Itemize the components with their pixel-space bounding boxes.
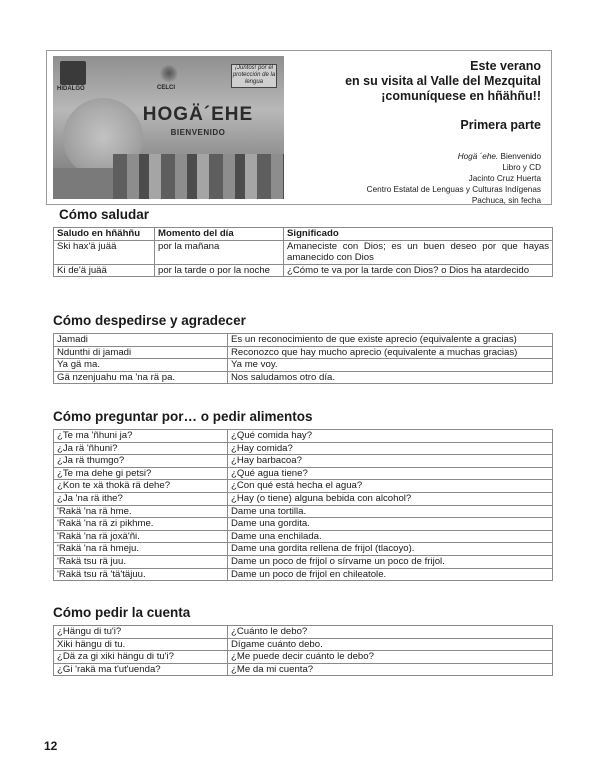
- table-cell: 'Rakä 'na rä hmeju.: [54, 543, 228, 556]
- table-header: Saludo en hñähñu: [54, 228, 155, 241]
- table-cell: Dame una enchilada.: [228, 530, 553, 543]
- table-row: [54, 505, 553, 518]
- table-row: [54, 555, 553, 568]
- reference-title-line: [291, 151, 541, 162]
- table-row: [54, 442, 553, 455]
- table-cell: ¿Me da mi cuenta?: [228, 663, 553, 676]
- table-cell: Jamadi: [54, 334, 228, 347]
- table-cell: 'Rakä 'na rä zi pikhme.: [54, 518, 228, 531]
- table-cell: ¿Qué agua tiene?: [228, 467, 553, 480]
- table-row: [54, 334, 553, 347]
- table-header-row: [54, 228, 553, 241]
- table-cell: ¿Te ma 'ñhuni ja?: [54, 430, 228, 443]
- header-box: [46, 50, 552, 205]
- header-line-2: en su visita al Valle del Mezquital: [345, 74, 541, 88]
- header-line-3: ¡comuníquese en hñähñu!!: [381, 89, 541, 103]
- table-cell: Amaneciste con Dios; es un buen deseo por que hayas amanecido con Dios: [284, 240, 553, 264]
- table-cell: Dame un poco de frijol en chileatole.: [228, 568, 553, 581]
- table-cell: ¿Ja rä thumgo?: [54, 455, 228, 468]
- table-cell: Dame una gordita.: [228, 518, 553, 531]
- celci-seal-icon: [160, 64, 178, 82]
- table-cell: Nos saludamos otro día.: [228, 371, 553, 384]
- reference-line: Libro y CD: [502, 163, 541, 172]
- table-cell: Ya gä ma.: [54, 359, 228, 372]
- table-cell: Dame un poco de frijol o sírvame un poco de frijol.: [228, 555, 553, 568]
- reference-line: Jacinto Cruz Huerta: [468, 174, 541, 183]
- cover-badge: ¡Juntos! por el protección de la lengua: [231, 64, 277, 88]
- table-cell: Dígame cuánto debo.: [228, 638, 553, 651]
- table-cell: 'Rakä tsu rä juu.: [54, 555, 228, 568]
- table-cell: Gä nzenjuahu ma 'na rä pa.: [54, 371, 228, 384]
- greetings-table: [53, 227, 553, 277]
- reference-title: Hogä ´ehe.: [457, 152, 499, 161]
- table-row: [54, 480, 553, 493]
- table-row: [54, 455, 553, 468]
- table-cell: ¿Ja rä 'ñhuni?: [54, 442, 228, 455]
- table-cell: ¿Te ma dehe gi petsi?: [54, 467, 228, 480]
- table-cell: ¿Hay barbacoa?: [228, 455, 553, 468]
- table-row: [54, 651, 553, 664]
- page-number: 12: [44, 739, 58, 753]
- table-header: Significado: [284, 228, 553, 241]
- table-cell: ¿Ja 'na rä ithe?: [54, 492, 228, 505]
- book-reference: [291, 151, 541, 206]
- table-cell: Xiki hängu di tu.: [54, 638, 228, 651]
- table-row: [54, 492, 553, 505]
- table-cell: Reconozco que hay mucho aprecio (equivalente a muchas gracias): [228, 346, 553, 359]
- cover-photo-strip: [113, 154, 284, 199]
- table-cell: ¿Hay comida?: [228, 442, 553, 455]
- table-row: [54, 626, 553, 639]
- table-cell: ¿Con qué está hecha el agua?: [228, 480, 553, 493]
- cover-title: HOGÄ´EHE: [142, 104, 254, 125]
- table-row: [54, 568, 553, 581]
- table-row: [54, 430, 553, 443]
- table-cell: Ki de'ä juää: [54, 264, 155, 277]
- table-cell: ¿Hay (o tiene) alguna bebida con alcohol?: [228, 492, 553, 505]
- table-row: [54, 638, 553, 651]
- table-row: [54, 240, 553, 264]
- table-row: [54, 543, 553, 556]
- table-cell: ¿Me puede decir cuánto le debo?: [228, 651, 553, 664]
- table-cell: 'Rakä 'na rä hme.: [54, 505, 228, 518]
- reference-line: Pachuca, sin fecha: [471, 196, 541, 205]
- cover-subtitle: BIENVENIDO: [170, 128, 226, 137]
- table-cell: ¿Qué comida hay?: [228, 430, 553, 443]
- table-row: [54, 359, 553, 372]
- header-line-1: Este verano: [470, 59, 541, 73]
- table-cell: Es un reconocimiento de que existe aprecio (equivalente a gracias): [228, 334, 553, 347]
- table-row: [54, 530, 553, 543]
- table-cell: Ski hax'ä juää: [54, 240, 155, 264]
- cover-landscape: [53, 168, 115, 199]
- farewell-table: [53, 333, 553, 384]
- table-cell: ¿Hängu di tu'i?: [54, 626, 228, 639]
- header-title-block: [291, 59, 541, 133]
- table-cell: por la tarde o por la noche: [155, 264, 284, 277]
- food-table: [53, 429, 553, 581]
- table-row: [54, 467, 553, 480]
- table-cell: Ndunthi di jamadi: [54, 346, 228, 359]
- table-cell: ¿Kon te xä thokä rä dehe?: [54, 480, 228, 493]
- table-row: [54, 663, 553, 676]
- table-header: Momento del día: [155, 228, 284, 241]
- section-title-alimentos: Cómo preguntar por… o pedir alimentos: [53, 409, 313, 424]
- cover-logo-text: HIDALGO: [57, 86, 85, 92]
- table-row: [54, 371, 553, 384]
- reference-title-rest: Bienvenido: [498, 152, 541, 161]
- section-title-despedirse: Cómo despedirse y agradecer: [53, 313, 246, 328]
- bill-table: [53, 625, 553, 676]
- table-row: [54, 518, 553, 531]
- table-cell: ¿Cuánto le debo?: [228, 626, 553, 639]
- table-cell: Dame una gordita rellena de frijol (tlacoyo).: [228, 543, 553, 556]
- table-cell: Dame una tortilla.: [228, 505, 553, 518]
- table-cell: Ya me voy.: [228, 359, 553, 372]
- table-row: [54, 346, 553, 359]
- table-cell: ¿Gi 'rakä ma t'ut'uenda?: [54, 663, 228, 676]
- table-cell: ¿Cómo te va por la tarde con Dios? o Dios ha atardecido: [284, 264, 553, 277]
- table-cell: por la mañana: [155, 240, 284, 264]
- section-title-saludar: Cómo saludar: [59, 207, 150, 222]
- table-cell: 'Rakä 'na rä joxä'ñi.: [54, 530, 228, 543]
- book-cover-image: [53, 56, 284, 199]
- reference-line: Centro Estatal de Lenguas y Culturas Indígenas: [366, 185, 541, 194]
- table-row: [54, 264, 553, 277]
- cover-seal-text: CELCI: [157, 85, 175, 91]
- hidalgo-logo-icon: [60, 61, 86, 85]
- table-cell: ¿Dä za gi xiki hängu di tu'i?: [54, 651, 228, 664]
- section-title-cuenta: Cómo pedir la cuenta: [53, 605, 191, 620]
- header-part: Primera parte: [460, 118, 541, 132]
- table-cell: 'Rakä tsu rä 'tä'täjuu.: [54, 568, 228, 581]
